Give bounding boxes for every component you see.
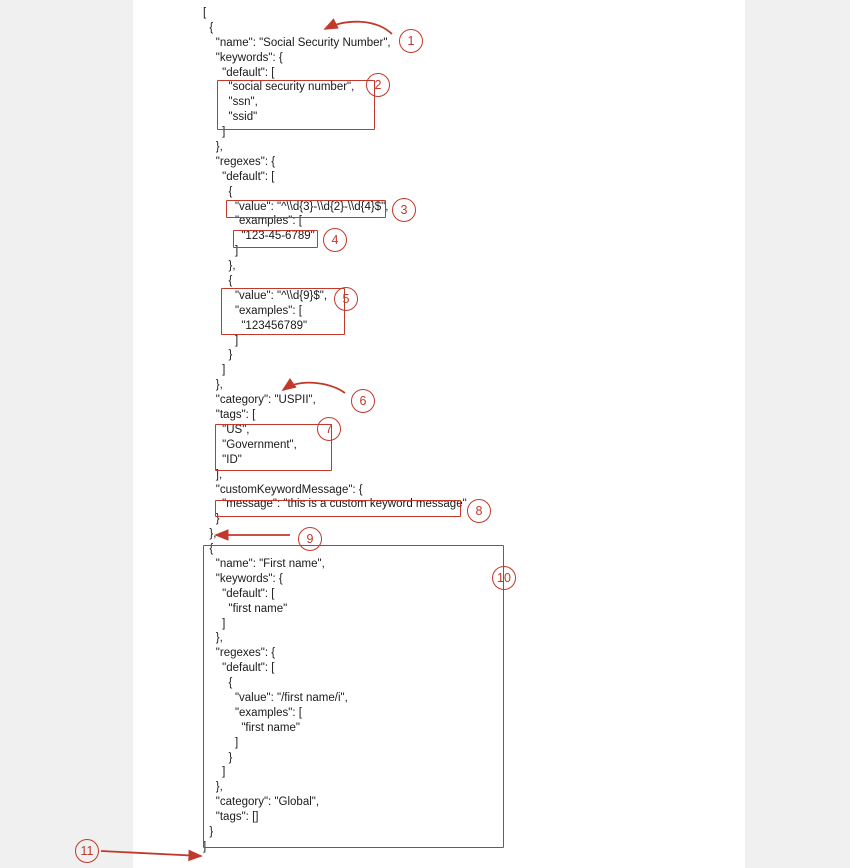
code-line: "first name": [203, 721, 300, 734]
code-line: [: [203, 7, 207, 19]
code-line: }: [203, 751, 233, 764]
code-line: "regexes": {: [203, 155, 276, 168]
code-line: },: [203, 379, 223, 392]
code-line: "default": [: [203, 170, 275, 183]
code-line: "value": "^\\d{9}$",: [203, 289, 328, 302]
code-line: ]: [203, 736, 239, 749]
code-line: "name": "Social Security Number",: [203, 36, 391, 49]
code-line: },: [203, 632, 223, 645]
code-line: "name": "First name",: [203, 557, 325, 570]
code-line: {: [203, 543, 214, 556]
annotation-marker-10: 10: [492, 566, 516, 590]
code-line: "Government",: [203, 438, 297, 451]
code-line: ]: [203, 840, 207, 853]
code-line: "tags": []: [203, 811, 259, 824]
code-line: {: [203, 275, 233, 288]
code-line: "category": "Global",: [203, 796, 320, 809]
code-line: ]: [203, 364, 226, 377]
code-line: {: [203, 185, 233, 198]
code-line: "default": [: [203, 662, 275, 675]
annotation-marker-6: 6: [351, 389, 375, 413]
code-line: },: [203, 260, 236, 273]
code-line: {: [203, 21, 214, 34]
annotation-marker-3: 3: [392, 198, 416, 222]
code-line: },: [203, 141, 223, 154]
annotation-marker-8: 8: [467, 499, 491, 523]
code-line: "customKeywordMessage": {: [203, 483, 363, 496]
code-line: "first name": [203, 602, 288, 615]
code-line: {: [203, 677, 233, 690]
code-line: "value": "^\\d{3}-\\d{2}-\\d{4}$",: [203, 200, 389, 213]
annotation-marker-1: 1: [399, 29, 423, 53]
annotation-marker-2: 2: [366, 73, 390, 97]
code-line: }: [203, 349, 233, 362]
code-line: ]: [203, 126, 226, 139]
code-line: "tags": [: [203, 409, 256, 422]
code-line: },: [203, 528, 217, 541]
code-line: "default": [: [203, 587, 275, 600]
annotation-marker-7: 7: [317, 417, 341, 441]
code-line: ],: [203, 468, 223, 481]
code-line: "examples": [: [203, 706, 302, 719]
code-line: "123456789": [203, 319, 308, 332]
code-line: }: [203, 513, 220, 526]
annotation-marker-11: 11: [75, 839, 99, 863]
code-line: "value": "/first name/i",: [203, 691, 348, 704]
code-line: "ssn",: [203, 96, 258, 109]
code-line: "keywords": {: [203, 51, 283, 64]
code-line: "examples": [: [203, 304, 302, 317]
code-line: ]: [203, 334, 239, 347]
code-line: ]: [203, 766, 226, 779]
code-line: "123-45-6789": [203, 230, 315, 243]
code-line: "keywords": {: [203, 572, 283, 585]
code-line: ]: [203, 245, 239, 258]
annotation-marker-9: 9: [298, 527, 322, 551]
code-line: "examples": [: [203, 215, 302, 228]
annotation-marker-5: 5: [334, 287, 358, 311]
code-line: }: [203, 825, 214, 838]
code-line: },: [203, 781, 223, 794]
document-page: [133, 0, 745, 868]
code-line: "ID": [203, 453, 242, 466]
code-line: "category": "USPII",: [203, 394, 316, 407]
json-code-listing: [133, 0, 745, 868]
code-line: "ssid": [203, 111, 258, 124]
code-line: ]: [203, 617, 226, 630]
annotation-marker-4: 4: [323, 228, 347, 252]
code-line: "regexes": {: [203, 647, 276, 660]
code-line: "social security number",: [203, 81, 355, 94]
code-line: "US",: [203, 423, 250, 436]
code-line: "message": "this is a custom keyword message": [203, 498, 467, 511]
code-line: "default": [: [203, 66, 275, 79]
